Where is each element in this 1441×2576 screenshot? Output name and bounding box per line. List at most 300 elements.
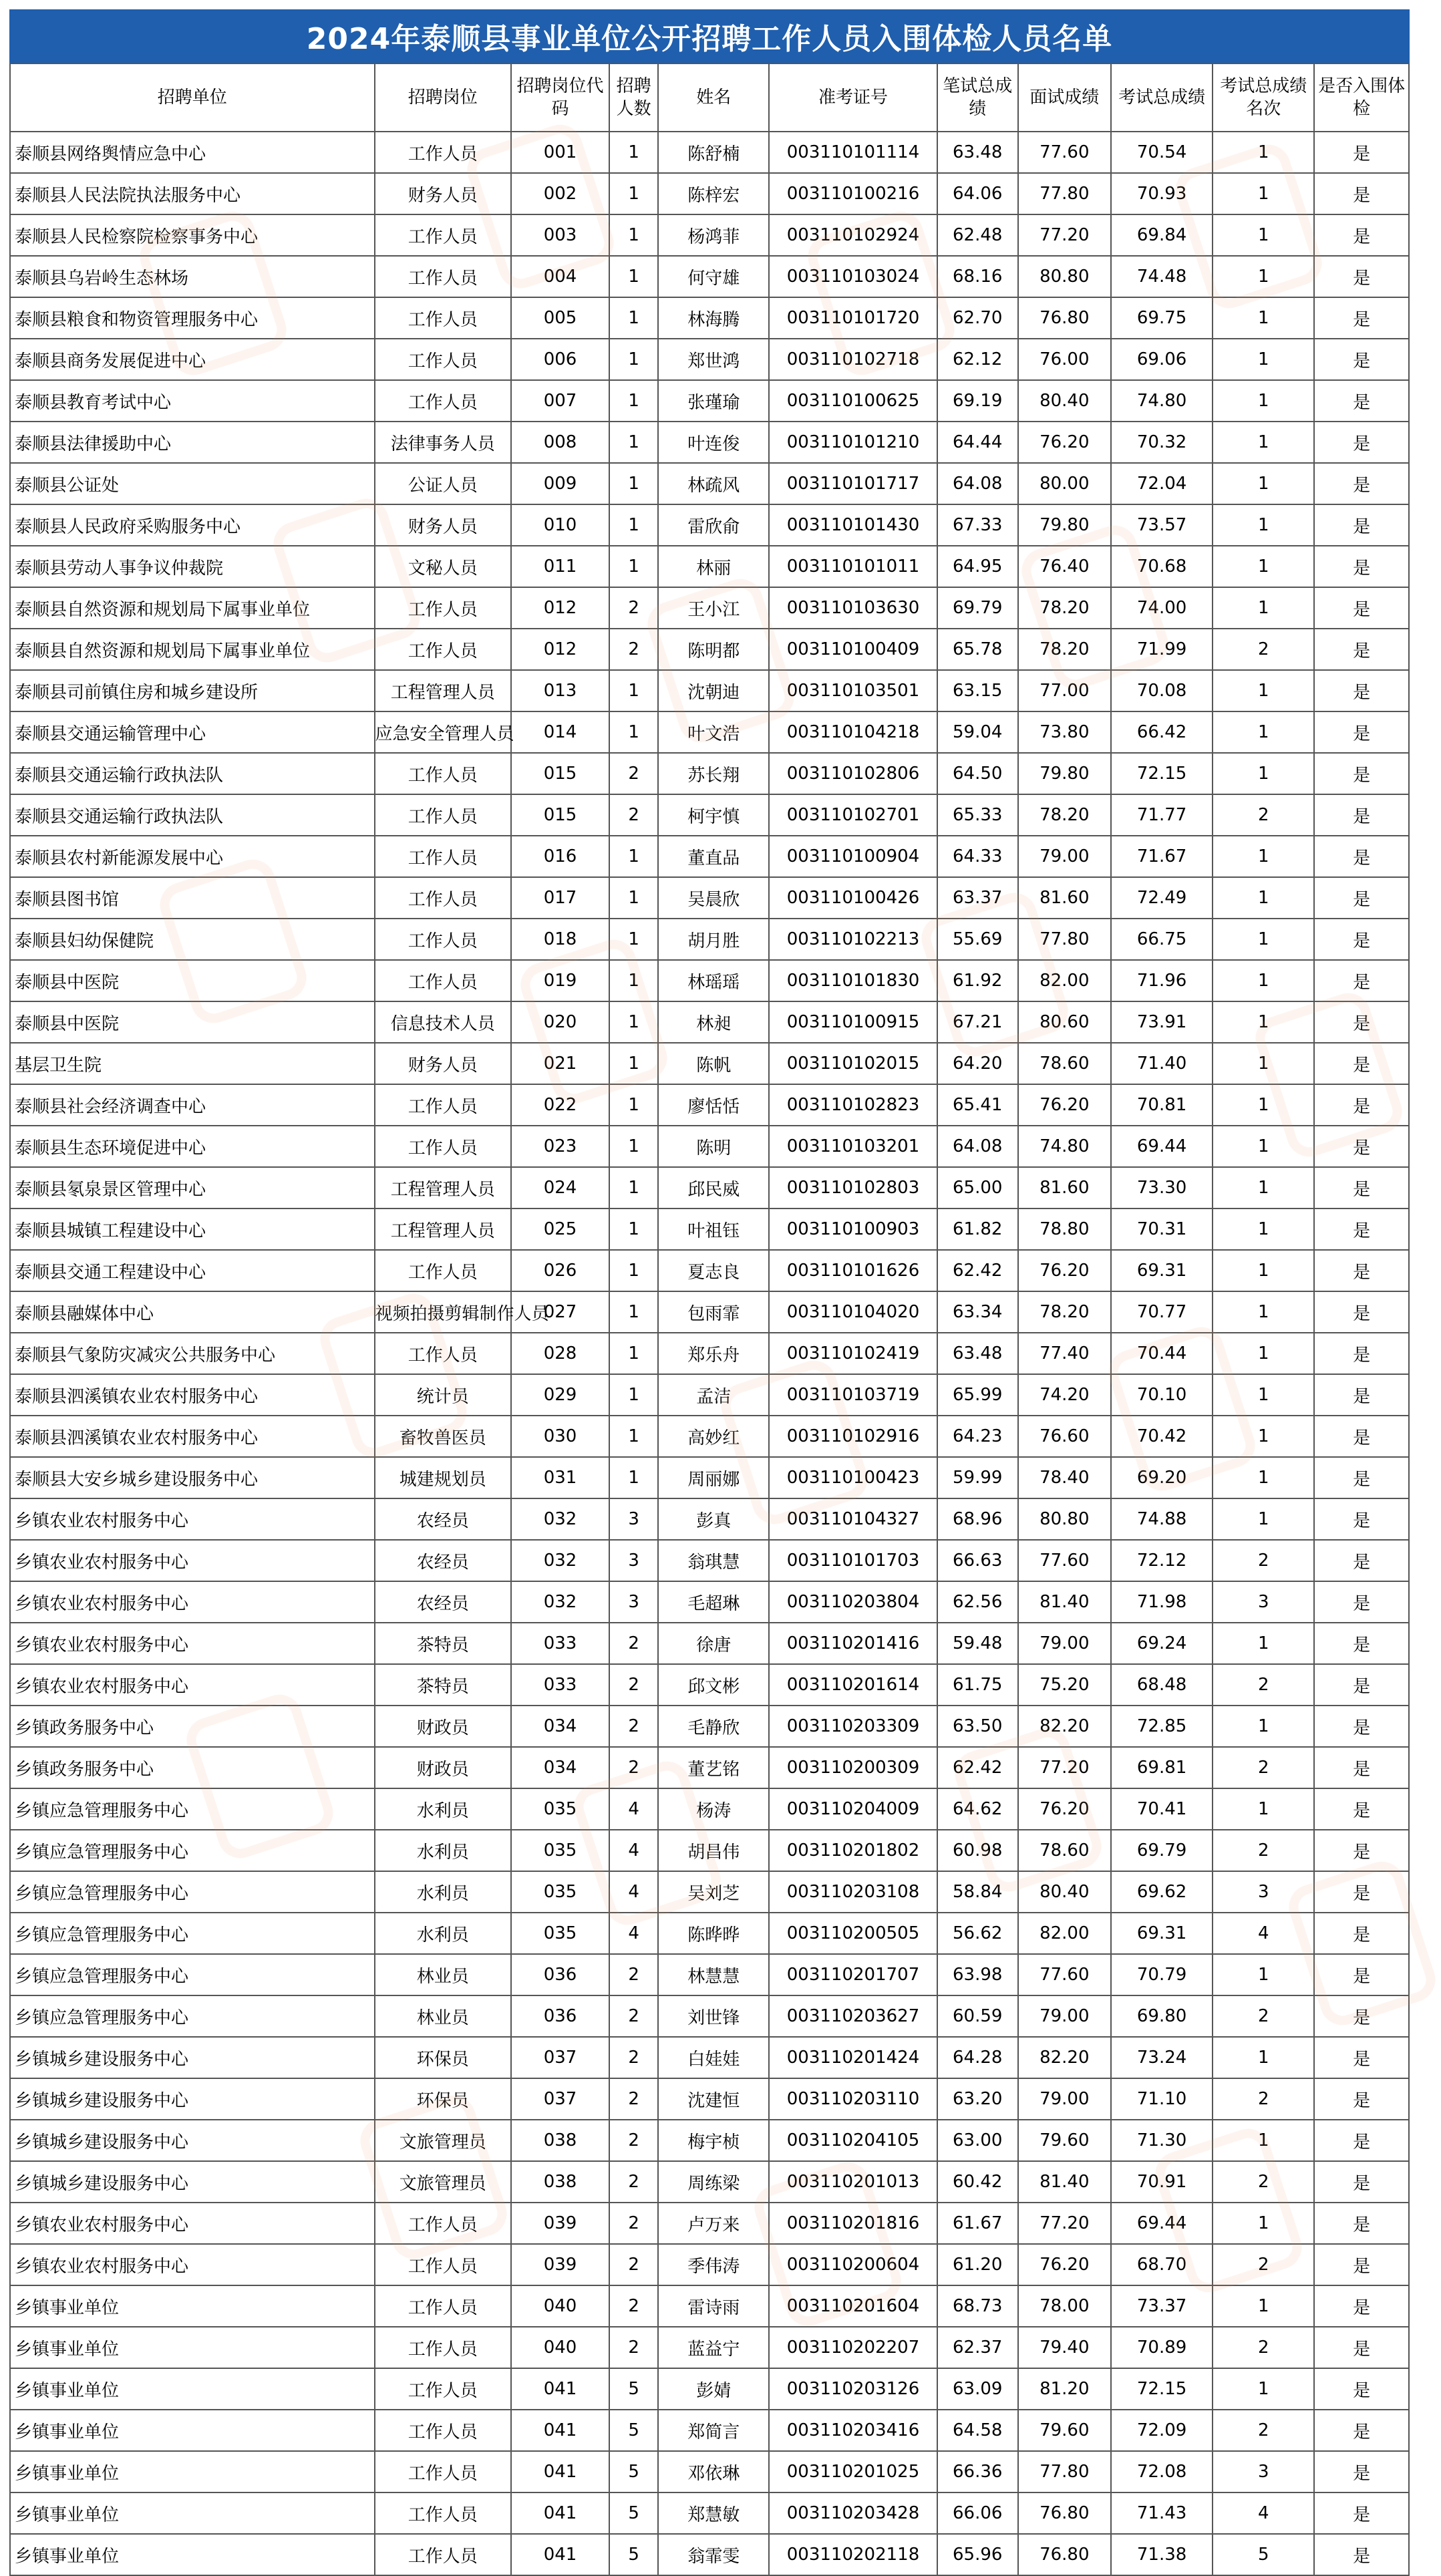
position-cell: 环保员 xyxy=(375,2037,512,2078)
selected-cell: 是 xyxy=(1314,1457,1409,1498)
selected-cell: 是 xyxy=(1314,1913,1409,1954)
name-cell: 林瑶瑶 xyxy=(658,960,769,1001)
position-cell: 工作人员 xyxy=(375,2410,512,2451)
rank-cell: 2 xyxy=(1213,2078,1314,2120)
written-score-cell: 64.62 xyxy=(937,1788,1018,1830)
unit-cell: 乡镇城乡建设服务中心 xyxy=(10,2037,375,2078)
written-score-cell: 62.42 xyxy=(937,1250,1018,1291)
written-score-cell: 59.99 xyxy=(937,1457,1018,1498)
total-score-cell: 68.70 xyxy=(1111,2244,1213,2285)
total-score-cell: 70.31 xyxy=(1111,1209,1213,1250)
interview-score-cell: 76.80 xyxy=(1018,297,1112,339)
rank-cell: 1 xyxy=(1213,1291,1314,1333)
selected-cell: 是 xyxy=(1314,1250,1409,1291)
unit-cell: 泰顺县自然资源和规划局下属事业单位 xyxy=(10,587,375,629)
count-cell: 4 xyxy=(609,1913,658,1954)
count-cell: 1 xyxy=(609,919,658,960)
position-cell: 工程管理人员 xyxy=(375,1209,512,1250)
total-score-cell: 66.75 xyxy=(1111,919,1213,960)
exam-id-cell: 003110101703 xyxy=(769,1540,937,1581)
rank-cell: 4 xyxy=(1213,1913,1314,1954)
total-score-cell: 71.38 xyxy=(1111,2534,1213,2575)
written-score-cell: 62.56 xyxy=(937,1581,1018,1623)
table-row xyxy=(10,2285,1409,2327)
selected-cell: 是 xyxy=(1314,2161,1409,2203)
code-cell: 029 xyxy=(511,1374,609,1416)
code-cell: 006 xyxy=(511,339,609,380)
rank-cell: 5 xyxy=(1213,2534,1314,2575)
interview-score-cell: 77.40 xyxy=(1018,1333,1112,1374)
exam-id-cell: 003110102419 xyxy=(769,1333,937,1374)
count-cell: 2 xyxy=(609,2244,658,2285)
rank-cell: 2 xyxy=(1213,2161,1314,2203)
unit-cell: 泰顺县交通运输行政执法队 xyxy=(10,753,375,794)
count-cell: 2 xyxy=(609,629,658,670)
table-row xyxy=(10,1581,1409,1623)
count-cell: 2 xyxy=(609,2285,658,2327)
interview-score-cell: 76.20 xyxy=(1018,1250,1112,1291)
count-cell: 1 xyxy=(609,1250,658,1291)
page-title: 2024年泰顺县事业单位公开招聘工作人员入围体检人员名单 xyxy=(9,9,1410,63)
name-cell: 包雨霏 xyxy=(658,1291,769,1333)
interview-score-cell: 79.60 xyxy=(1018,2410,1112,2451)
code-cell: 017 xyxy=(511,877,609,919)
table-row xyxy=(10,919,1409,960)
code-cell: 008 xyxy=(511,422,609,463)
table-row xyxy=(10,1747,1409,1788)
count-cell: 2 xyxy=(609,1706,658,1747)
written-score-cell: 58.84 xyxy=(937,1871,1018,1913)
interview-score-cell: 78.40 xyxy=(1018,1457,1112,1498)
exam-id-cell: 003110201013 xyxy=(769,2161,937,2203)
written-score-cell: 59.48 xyxy=(937,1623,1018,1664)
code-cell: 009 xyxy=(511,463,609,504)
written-score-cell: 64.08 xyxy=(937,463,1018,504)
unit-cell: 泰顺县人民法院执法服务中心 xyxy=(10,173,375,214)
count-cell: 1 xyxy=(609,670,658,711)
code-cell: 032 xyxy=(511,1540,609,1581)
count-cell: 1 xyxy=(609,1001,658,1043)
unit-cell: 乡镇事业单位 xyxy=(10,2368,375,2410)
interview-score-cell: 79.40 xyxy=(1018,2327,1112,2368)
code-cell: 024 xyxy=(511,1167,609,1209)
name-cell: 林慧慧 xyxy=(658,1954,769,1995)
table-row xyxy=(10,1043,1409,1084)
interview-score-cell: 81.40 xyxy=(1018,2161,1112,2203)
table-row xyxy=(10,2078,1409,2120)
name-cell: 胡昌伟 xyxy=(658,1830,769,1871)
selected-cell: 是 xyxy=(1314,2244,1409,2285)
exam-id-cell: 003110102718 xyxy=(769,339,937,380)
code-cell: 012 xyxy=(511,629,609,670)
total-score-cell: 73.37 xyxy=(1111,2285,1213,2327)
count-cell: 1 xyxy=(609,1084,658,1126)
exam-id-cell: 003110100216 xyxy=(769,173,937,214)
roster-table xyxy=(9,63,1410,2576)
written-score-cell: 63.98 xyxy=(937,1954,1018,1995)
count-cell: 2 xyxy=(609,1954,658,1995)
total-score-cell: 71.99 xyxy=(1111,629,1213,670)
exam-id-cell: 003110102806 xyxy=(769,753,937,794)
table-row xyxy=(10,2534,1409,2575)
interview-score-cell: 78.20 xyxy=(1018,794,1112,836)
unit-cell: 乡镇应急管理服务中心 xyxy=(10,1830,375,1871)
exam-id-cell: 003110203126 xyxy=(769,2368,937,2410)
position-cell: 农经员 xyxy=(375,1498,512,1540)
selected-cell: 是 xyxy=(1314,1581,1409,1623)
count-cell: 1 xyxy=(609,463,658,504)
rank-cell: 1 xyxy=(1213,587,1314,629)
interview-score-cell: 77.20 xyxy=(1018,214,1112,256)
name-cell: 王小江 xyxy=(658,587,769,629)
table-row xyxy=(10,629,1409,670)
selected-cell: 是 xyxy=(1314,1830,1409,1871)
code-cell: 003 xyxy=(511,214,609,256)
name-cell: 董直品 xyxy=(658,836,769,877)
position-cell: 城建规划员 xyxy=(375,1457,512,1498)
unit-cell: 乡镇应急管理服务中心 xyxy=(10,1788,375,1830)
written-score-cell: 64.28 xyxy=(937,2037,1018,2078)
code-cell: 025 xyxy=(511,1209,609,1250)
exam-id-cell: 003110202118 xyxy=(769,2534,937,2575)
interview-score-cell: 77.20 xyxy=(1018,1747,1112,1788)
count-cell: 5 xyxy=(609,2451,658,2492)
code-cell: 032 xyxy=(511,1581,609,1623)
exam-id-cell: 003110201816 xyxy=(769,2203,937,2244)
name-cell: 陈帆 xyxy=(658,1043,769,1084)
table-row xyxy=(10,380,1409,422)
unit-cell: 泰顺县交通运输管理中心 xyxy=(10,711,375,753)
exam-id-cell: 003110201614 xyxy=(769,1664,937,1706)
position-cell: 水利员 xyxy=(375,1830,512,1871)
total-score-cell: 66.42 xyxy=(1111,711,1213,753)
unit-cell: 乡镇事业单位 xyxy=(10,2285,375,2327)
interview-score-cell: 76.20 xyxy=(1018,422,1112,463)
position-cell: 农经员 xyxy=(375,1540,512,1581)
written-score-cell: 63.15 xyxy=(937,670,1018,711)
code-cell: 010 xyxy=(511,504,609,546)
interview-score-cell: 81.60 xyxy=(1018,1167,1112,1209)
col-interview-header: 面试成绩 xyxy=(1018,63,1112,132)
name-cell: 彭婧 xyxy=(658,2368,769,2410)
name-cell: 董艺铭 xyxy=(658,1747,769,1788)
unit-cell: 泰顺县法律援助中心 xyxy=(10,422,375,463)
written-score-cell: 59.04 xyxy=(937,711,1018,753)
count-cell: 2 xyxy=(609,1623,658,1664)
written-score-cell: 63.50 xyxy=(937,1706,1018,1747)
count-cell: 1 xyxy=(609,1333,658,1374)
interview-score-cell: 80.40 xyxy=(1018,380,1112,422)
rank-cell: 2 xyxy=(1213,1747,1314,1788)
table-row xyxy=(10,1126,1409,1167)
name-cell: 吴刘芝 xyxy=(658,1871,769,1913)
exam-id-cell: 003110200604 xyxy=(769,2244,937,2285)
interview-score-cell: 77.20 xyxy=(1018,2203,1112,2244)
exam-id-cell: 003110203110 xyxy=(769,2078,937,2120)
exam-id-cell: 003110102213 xyxy=(769,919,937,960)
written-score-cell: 61.67 xyxy=(937,2203,1018,2244)
code-cell: 035 xyxy=(511,1913,609,1954)
name-cell: 郑慧敏 xyxy=(658,2492,769,2534)
position-cell: 工作人员 xyxy=(375,919,512,960)
unit-cell: 乡镇城乡建设服务中心 xyxy=(10,2078,375,2120)
unit-cell: 乡镇应急管理服务中心 xyxy=(10,1913,375,1954)
position-cell: 财务人员 xyxy=(375,1043,512,1084)
rank-cell: 2 xyxy=(1213,1664,1314,1706)
table-row xyxy=(10,2037,1409,2078)
selected-cell: 是 xyxy=(1314,380,1409,422)
selected-cell: 是 xyxy=(1314,132,1409,173)
unit-cell: 乡镇农业农村服务中心 xyxy=(10,1581,375,1623)
total-score-cell: 74.48 xyxy=(1111,256,1213,297)
position-cell: 工作人员 xyxy=(375,877,512,919)
table-row xyxy=(10,1209,1409,1250)
written-score-cell: 66.06 xyxy=(937,2492,1018,2534)
interview-score-cell: 77.60 xyxy=(1018,1954,1112,1995)
selected-cell: 是 xyxy=(1314,2368,1409,2410)
code-cell: 035 xyxy=(511,1830,609,1871)
name-cell: 季伟涛 xyxy=(658,2244,769,2285)
written-score-cell: 61.92 xyxy=(937,960,1018,1001)
total-score-cell: 72.08 xyxy=(1111,2451,1213,2492)
count-cell: 1 xyxy=(609,132,658,173)
count-cell: 4 xyxy=(609,1788,658,1830)
interview-score-cell: 74.80 xyxy=(1018,1126,1112,1167)
written-score-cell: 64.95 xyxy=(937,546,1018,587)
total-score-cell: 70.79 xyxy=(1111,1954,1213,1995)
selected-cell: 是 xyxy=(1314,1623,1409,1664)
total-score-cell: 69.31 xyxy=(1111,1913,1213,1954)
total-score-cell: 70.68 xyxy=(1111,546,1213,587)
written-score-cell: 63.34 xyxy=(937,1291,1018,1333)
exam-id-cell: 003110103501 xyxy=(769,670,937,711)
name-cell: 林昶 xyxy=(658,1001,769,1043)
rank-cell: 2 xyxy=(1213,2327,1314,2368)
code-cell: 014 xyxy=(511,711,609,753)
total-score-cell: 70.10 xyxy=(1111,1374,1213,1416)
name-cell: 周练梁 xyxy=(658,2161,769,2203)
exam-id-cell: 003110102015 xyxy=(769,1043,937,1084)
table-row xyxy=(10,711,1409,753)
name-cell: 蓝益宁 xyxy=(658,2327,769,2368)
count-cell: 2 xyxy=(609,2078,658,2120)
count-cell: 4 xyxy=(609,1871,658,1913)
total-score-cell: 70.77 xyxy=(1111,1291,1213,1333)
table-row xyxy=(10,960,1409,1001)
selected-cell: 是 xyxy=(1314,1167,1409,1209)
unit-cell: 乡镇应急管理服务中心 xyxy=(10,1995,375,2037)
total-score-cell: 71.40 xyxy=(1111,1043,1213,1084)
written-score-cell: 55.69 xyxy=(937,919,1018,960)
unit-cell: 泰顺县泗溪镇农业农村服务中心 xyxy=(10,1416,375,1457)
interview-score-cell: 77.80 xyxy=(1018,2451,1112,2492)
col-total-header: 考试总成绩 xyxy=(1111,63,1213,132)
code-cell: 038 xyxy=(511,2120,609,2161)
written-score-cell: 67.33 xyxy=(937,504,1018,546)
code-cell: 007 xyxy=(511,380,609,422)
exam-id-cell: 003110204105 xyxy=(769,2120,937,2161)
rank-cell: 1 xyxy=(1213,1416,1314,1457)
count-cell: 2 xyxy=(609,1664,658,1706)
rank-cell: 1 xyxy=(1213,1954,1314,1995)
table-row xyxy=(10,1995,1409,2037)
table-row xyxy=(10,1830,1409,1871)
exam-id-cell: 003110101626 xyxy=(769,1250,937,1291)
code-cell: 037 xyxy=(511,2037,609,2078)
table-row xyxy=(10,1706,1409,1747)
exam-id-cell: 003110103630 xyxy=(769,587,937,629)
position-cell: 工作人员 xyxy=(375,2534,512,2575)
position-cell: 视频拍摄剪辑制作人员 xyxy=(375,1291,512,1333)
name-cell: 白娃娃 xyxy=(658,2037,769,2078)
selected-cell: 是 xyxy=(1314,256,1409,297)
position-cell: 环保员 xyxy=(375,2078,512,2120)
col-written-header: 笔试总成绩 xyxy=(937,63,1018,132)
total-score-cell: 73.91 xyxy=(1111,1001,1213,1043)
col-exam-id-header: 准考证号 xyxy=(769,63,937,132)
written-score-cell: 62.70 xyxy=(937,297,1018,339)
total-score-cell: 74.00 xyxy=(1111,587,1213,629)
count-cell: 3 xyxy=(609,1540,658,1581)
unit-cell: 泰顺县公证处 xyxy=(10,463,375,504)
table-row xyxy=(10,1333,1409,1374)
selected-cell: 是 xyxy=(1314,2078,1409,2120)
total-score-cell: 72.04 xyxy=(1111,463,1213,504)
exam-id-cell: 003110104327 xyxy=(769,1498,937,1540)
position-cell: 统计员 xyxy=(375,1374,512,1416)
name-cell: 沈建恒 xyxy=(658,2078,769,2120)
name-cell: 陈梓宏 xyxy=(658,173,769,214)
total-score-cell: 73.24 xyxy=(1111,2037,1213,2078)
written-score-cell: 68.96 xyxy=(937,1498,1018,1540)
interview-score-cell: 80.60 xyxy=(1018,1001,1112,1043)
exam-id-cell: 003110200505 xyxy=(769,1913,937,1954)
total-score-cell: 71.10 xyxy=(1111,2078,1213,2120)
written-score-cell: 60.42 xyxy=(937,2161,1018,2203)
position-cell: 工作人员 xyxy=(375,2492,512,2534)
rank-cell: 3 xyxy=(1213,1581,1314,1623)
name-cell: 郑世鸿 xyxy=(658,339,769,380)
written-score-cell: 66.63 xyxy=(937,1540,1018,1581)
count-cell: 2 xyxy=(609,587,658,629)
exam-id-cell: 003110201424 xyxy=(769,2037,937,2078)
count-cell: 1 xyxy=(609,1126,658,1167)
rank-cell: 1 xyxy=(1213,1706,1314,1747)
selected-cell: 是 xyxy=(1314,919,1409,960)
interview-score-cell: 78.80 xyxy=(1018,1209,1112,1250)
total-score-cell: 69.80 xyxy=(1111,1995,1213,2037)
interview-score-cell: 78.60 xyxy=(1018,1043,1112,1084)
written-score-cell: 68.16 xyxy=(937,256,1018,297)
code-cell: 028 xyxy=(511,1333,609,1374)
unit-cell: 乡镇事业单位 xyxy=(10,2451,375,2492)
code-cell: 030 xyxy=(511,1416,609,1457)
written-score-cell: 61.20 xyxy=(937,2244,1018,2285)
selected-cell: 是 xyxy=(1314,297,1409,339)
written-score-cell: 62.12 xyxy=(937,339,1018,380)
table-row xyxy=(10,1913,1409,1954)
table-row xyxy=(10,1291,1409,1333)
interview-score-cell: 76.80 xyxy=(1018,2492,1112,2534)
total-score-cell: 73.57 xyxy=(1111,504,1213,546)
selected-cell: 是 xyxy=(1314,1333,1409,1374)
exam-id-cell: 003110104020 xyxy=(769,1291,937,1333)
name-cell: 邱民威 xyxy=(658,1167,769,1209)
position-cell: 工程管理人员 xyxy=(375,1167,512,1209)
interview-score-cell: 80.80 xyxy=(1018,256,1112,297)
table-row xyxy=(10,1250,1409,1291)
position-cell: 工作人员 xyxy=(375,960,512,1001)
col-code-header: 招聘岗位代码 xyxy=(511,63,609,132)
rank-cell: 2 xyxy=(1213,1540,1314,1581)
rank-cell: 1 xyxy=(1213,753,1314,794)
table-row xyxy=(10,2120,1409,2161)
total-score-cell: 69.44 xyxy=(1111,1126,1213,1167)
table-row xyxy=(10,1954,1409,1995)
total-score-cell: 74.80 xyxy=(1111,380,1213,422)
written-score-cell: 66.36 xyxy=(937,2451,1018,2492)
position-cell: 工作人员 xyxy=(375,1084,512,1126)
table-row xyxy=(10,1374,1409,1416)
exam-id-cell: 003110100904 xyxy=(769,836,937,877)
interview-score-cell: 78.20 xyxy=(1018,1291,1112,1333)
selected-cell: 是 xyxy=(1314,794,1409,836)
interview-score-cell: 82.00 xyxy=(1018,1913,1112,1954)
interview-score-cell: 79.80 xyxy=(1018,753,1112,794)
rank-cell: 1 xyxy=(1213,173,1314,214)
col-count-header: 招聘人数 xyxy=(609,63,658,132)
code-cell: 032 xyxy=(511,1498,609,1540)
count-cell: 1 xyxy=(609,836,658,877)
table-row xyxy=(10,256,1409,297)
name-cell: 廖恬恬 xyxy=(658,1084,769,1126)
written-score-cell: 64.33 xyxy=(937,836,1018,877)
rank-cell: 1 xyxy=(1213,711,1314,753)
position-cell: 文旅管理员 xyxy=(375,2120,512,2161)
exam-id-cell: 003110101011 xyxy=(769,546,937,587)
interview-score-cell: 81.60 xyxy=(1018,877,1112,919)
position-cell: 畜牧兽医员 xyxy=(375,1416,512,1457)
rank-cell: 1 xyxy=(1213,2203,1314,2244)
table-row xyxy=(10,1871,1409,1913)
selected-cell: 是 xyxy=(1314,1706,1409,1747)
selected-cell: 是 xyxy=(1314,422,1409,463)
position-cell: 水利员 xyxy=(375,1788,512,1830)
unit-cell: 泰顺县教育考试中心 xyxy=(10,380,375,422)
unit-cell: 泰顺县商务发展促进中心 xyxy=(10,339,375,380)
code-cell: 015 xyxy=(511,753,609,794)
code-cell: 039 xyxy=(511,2203,609,2244)
written-score-cell: 60.59 xyxy=(937,1995,1018,2037)
selected-cell: 是 xyxy=(1314,2492,1409,2534)
position-cell: 工作人员 xyxy=(375,794,512,836)
interview-score-cell: 78.20 xyxy=(1018,629,1112,670)
interview-score-cell: 76.80 xyxy=(1018,2534,1112,2575)
code-cell: 040 xyxy=(511,2327,609,2368)
selected-cell: 是 xyxy=(1314,1954,1409,1995)
position-cell: 工作人员 xyxy=(375,2203,512,2244)
unit-cell: 泰顺县图书馆 xyxy=(10,877,375,919)
code-cell: 041 xyxy=(511,2492,609,2534)
exam-id-cell: 003110203804 xyxy=(769,1581,937,1623)
unit-cell: 乡镇事业单位 xyxy=(10,2327,375,2368)
table-row xyxy=(10,2203,1409,2244)
total-score-cell: 70.32 xyxy=(1111,422,1213,463)
name-cell: 陈明都 xyxy=(658,629,769,670)
written-score-cell: 60.98 xyxy=(937,1830,1018,1871)
selected-cell: 是 xyxy=(1314,1001,1409,1043)
name-cell: 梅宇桢 xyxy=(658,2120,769,2161)
